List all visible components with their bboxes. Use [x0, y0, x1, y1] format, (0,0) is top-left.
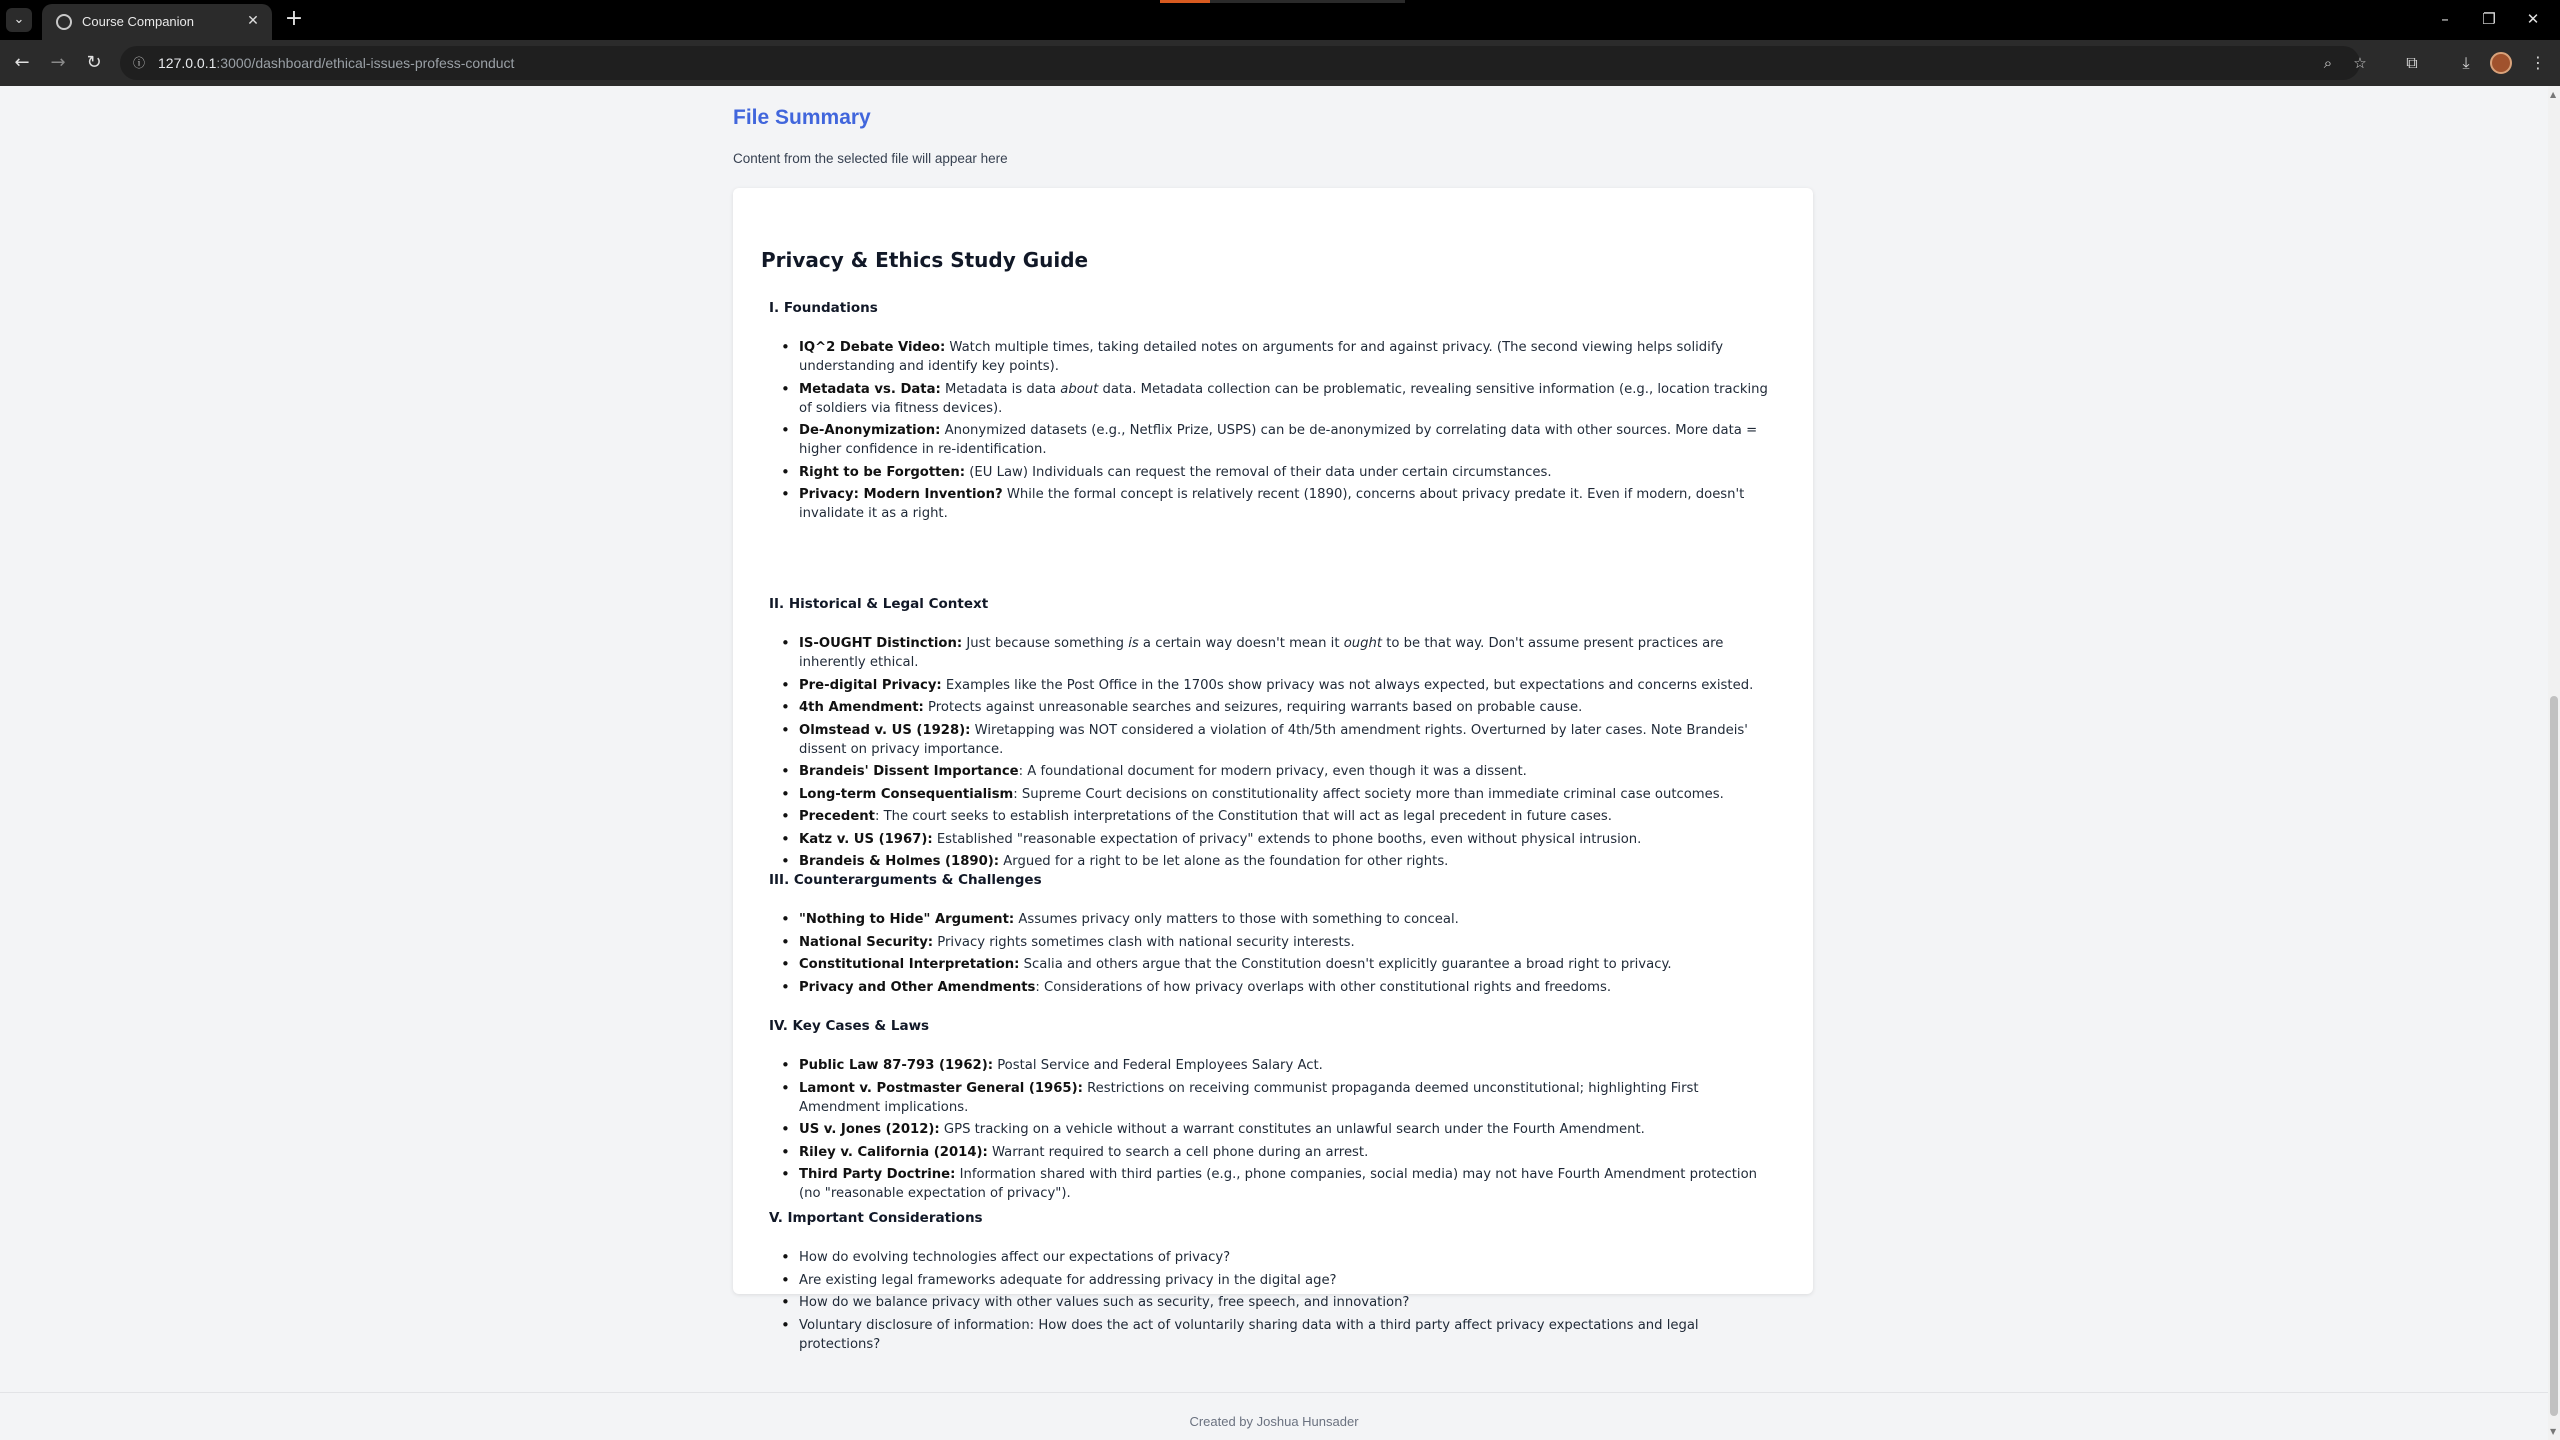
bullet-list: [779, 910, 1779, 1000]
list-item: • Lamont v. Postmaster General (1965): Restrictions on receiving communist propaganda deemed unconstitutional; highlighting First Amendment implications.: [779, 1079, 1779, 1117]
window-close-icon[interactable]: ✕: [2526, 10, 2540, 28]
section-heading: II. Historical & Legal Context: [769, 596, 989, 612]
list-item: • Voluntary disclosure of information: How does the act of voluntarily sharing data with a third party affect privacy expectations and legal protections?: [779, 1316, 1779, 1354]
list-item: • IS-OUGHT Distinction: Just because something is a certain way doesn't mean it ought to be that way. Don't assume present practices are inherently ethical.: [779, 634, 1779, 672]
list-item: • Pre-digital Privacy: Examples like the Post Office in the 1700s show privacy was not always expected, but expectations and concerns existed.: [779, 676, 1779, 695]
footer-credit: Created by Joshua Hunsader: [1189, 1414, 1359, 1429]
list-item: • Constitutional Interpretation: Scalia and others argue that the Constitution doesn't explicitly guarantee a broad right to privacy.: [779, 955, 1779, 974]
document-title: Privacy & Ethics Study Guide: [761, 248, 1089, 272]
footer: [0, 1392, 2548, 1440]
list-item: • Precedent: The court seeks to establish interpretations of the Constitution that will act as legal precedent in future cases.: [779, 807, 1779, 826]
extensions-icon[interactable]: ⧉: [2406, 53, 2418, 72]
page-title: File Summary: [733, 106, 871, 129]
browser-tab[interactable]: [42, 4, 272, 40]
browser-toolbar: [0, 40, 2560, 86]
window-drag-indicator: [1160, 0, 1405, 3]
tab-list-icon[interactable]: ⌄: [6, 8, 32, 32]
browser-tab-strip: [0, 0, 2560, 40]
list-item: • Third Party Doctrine: Information shared with third parties (e.g., phone companies, social media) may not have Fourth Amendment protection (no "reasonable expectation of privacy").: [779, 1165, 1779, 1203]
forward-icon[interactable]: →: [50, 52, 66, 73]
bullet-list: [779, 1056, 1779, 1207]
list-item: • Olmstead v. US (1928): Wiretapping was NOT considered a violation of 4th/5th amendment rights. Overturned by later cases. Note Brandeis' dissent on privacy importance.: [779, 721, 1779, 759]
list-item: • Right to be Forgotten: (EU Law) Individuals can request the removal of their data under certain circumstances.: [779, 463, 1779, 482]
list-item: • IQ^2 Debate Video: Watch multiple times, taking detailed notes on arguments for and against privacy. (The second viewing helps solidify understanding and identify key points).: [779, 338, 1779, 376]
list-item: • Privacy and Other Amendments: Considerations of how privacy overlaps with other constitutional rights and freedoms.: [779, 978, 1779, 997]
list-item: • How do we balance privacy with other values such as security, free speech, and innovation?: [779, 1293, 1779, 1312]
list-item: • De-Anonymization: Anonymized datasets (e.g., Netflix Prize, USPS) can be de-anonymized by correlating data with other sources. More data = higher confidence in re-identification.: [779, 421, 1779, 459]
zoom-icon[interactable]: ⌕: [2323, 54, 2333, 72]
list-item: • Katz v. US (1967): Established "reasonable expectation of privacy" extends to phone booths, even without physical intrusion.: [779, 830, 1779, 849]
list-item: • Long-term Consequentialism: Supreme Court decisions on constitutionality affect society more than immediate criminal case outcomes.: [779, 785, 1779, 804]
minimize-icon[interactable]: –: [2441, 10, 2449, 28]
back-icon[interactable]: ←: [14, 52, 30, 73]
list-item: • Public Law 87-793 (1962): Postal Service and Federal Employees Salary Act.: [779, 1056, 1779, 1075]
page-subtitle: Content from the selected file will appear here: [733, 151, 1008, 166]
list-item: • Are existing legal frameworks adequate for addressing privacy in the digital age?: [779, 1271, 1779, 1290]
list-item: • Brandeis & Holmes (1890): Argued for a right to be let alone as the foundation for other rights.: [779, 852, 1779, 871]
list-item: • How do evolving technologies affect our expectations of privacy?: [779, 1248, 1779, 1267]
section-heading: V. Important Considerations: [769, 1210, 983, 1226]
avatar[interactable]: [2490, 52, 2512, 74]
list-item: • US v. Jones (2012): GPS tracking on a vehicle without a warrant constitutes an unlawful search under the Fourth Amendment.: [779, 1120, 1779, 1139]
list-item: • "Nothing to Hide" Argument: Assumes privacy only matters to those with something to conceal.: [779, 910, 1779, 929]
address-bar[interactable]: [120, 46, 2367, 80]
menu-icon[interactable]: ⋮: [2530, 53, 2546, 72]
bullet-list: [779, 338, 1779, 527]
page-content: [0, 86, 2548, 1440]
section-heading: I. Foundations: [769, 300, 878, 316]
bullet-list: [779, 1248, 1779, 1357]
list-item: • Brandeis' Dissent Importance: A foundational document for modern privacy, even though it was a dissent.: [779, 762, 1779, 781]
plus-icon[interactable]: +: [284, 6, 304, 31]
list-item: • Metadata vs. Data: Metadata is data about data. Metadata collection can be problematic, revealing sensitive information (e.g., location tracking of soldiers via fitness devices).: [779, 380, 1779, 418]
list-item: • 4th Amendment: Protects against unreasonable searches and seizures, requiring warrants based on probable cause.: [779, 698, 1779, 717]
section-heading: IV. Key Cases & Laws: [769, 1018, 930, 1034]
url-text[interactable]: 127.0.0.1:3000/dashboard/ethical-issues-profess-conduct: [158, 55, 515, 71]
restore-icon[interactable]: ❐: [2482, 10, 2496, 28]
site-info-icon[interactable]: ⓘ: [132, 56, 145, 70]
star-icon[interactable]: ☆: [2353, 54, 2367, 72]
list-item: • Privacy: Modern Invention? While the formal concept is relatively recent (1890), concerns about privacy predate it. Even if modern, doesn't invalidate it as a right.: [779, 485, 1779, 523]
page-scrollbar[interactable]: [2548, 86, 2560, 1440]
list-item: • Riley v. California (2014): Warrant required to search a cell phone during an arrest.: [779, 1143, 1779, 1162]
tab-title: Course Companion: [82, 14, 195, 29]
file-summary-card: [733, 188, 1813, 1352]
bullet-list: [779, 634, 1779, 875]
scroll-up-icon[interactable]: ▲: [2550, 90, 2557, 99]
close-icon[interactable]: ✕: [247, 13, 259, 29]
section-heading: III. Counterarguments & Challenges: [769, 872, 1042, 888]
list-item: • National Security: Privacy rights sometimes clash with national security interests.: [779, 933, 1779, 952]
scroll-down-icon[interactable]: ▼: [2550, 1427, 2557, 1436]
download-icon[interactable]: ⤓: [2462, 53, 2470, 72]
reload-icon[interactable]: ↻: [86, 52, 102, 73]
scrollbar-thumb[interactable]: [2550, 696, 2558, 1416]
globe-icon: [56, 14, 72, 30]
